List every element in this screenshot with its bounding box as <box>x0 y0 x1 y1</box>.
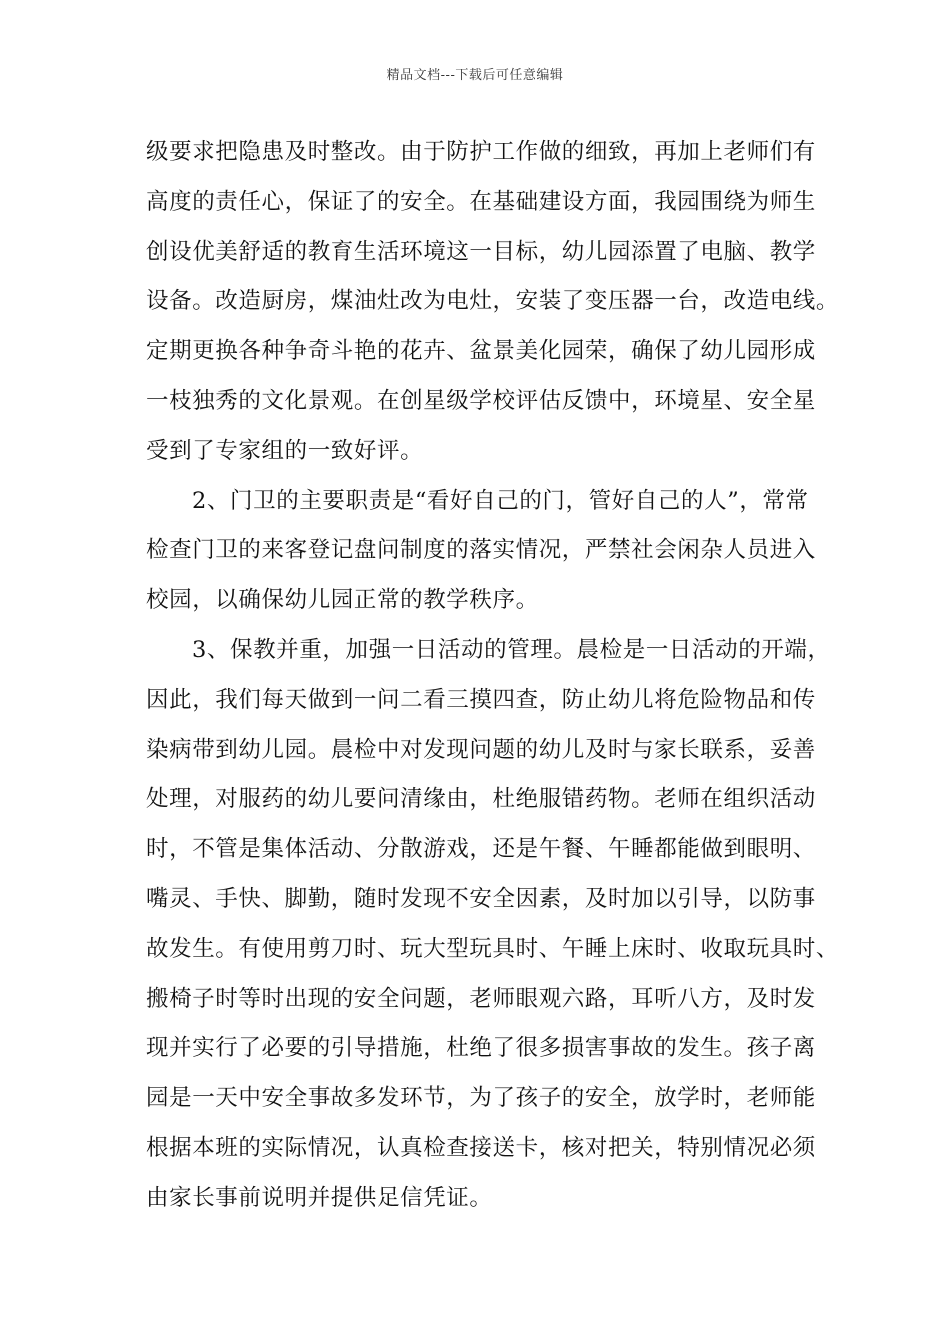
text-line: 校园，以确保幼儿园正常的教学秩序。 <box>146 587 539 614</box>
text-line: 定期更换各种争奇斗艳的花卉、盆景美化园荣，确保了幼儿园形成 <box>146 338 816 365</box>
text-line: 嘴灵、手快、脚勤，随时发现不安全因素，及时加以引导，以防事 <box>146 885 816 912</box>
text-line: 2、门卫的主要职责是“看好自己的门，管好自己的人”，常常 <box>192 487 809 514</box>
text-line: 根据本班的实际情况，认真检查接送卡，核对把关，特别情况必须 <box>146 1134 816 1161</box>
text-line: 现并实行了必要的引导措施，杜绝了很多损害事故的发生。孩子离 <box>146 1035 816 1062</box>
text-line: 设备。改造厨房，煤油灶改为电灶，安装了变压器一台，改造电线。 <box>146 288 840 315</box>
page-header: 精品文档---下载后可任意编辑 <box>386 68 564 83</box>
text-line: 由家长事前说明并提供足信凭证。 <box>146 1184 493 1211</box>
text-line: 处理，对服药的幼儿要问清缘由，杜绝服错药物。老师在组织活动 <box>146 786 816 813</box>
paragraph-3 <box>146 626 840 1224</box>
document-body <box>146 128 840 1224</box>
text-line: 检查门卫的来客登记盘问制度的落实情况，严禁社会闲杂人员进入 <box>146 537 816 564</box>
text-line: 染病带到幼儿园。晨检中对发现问题的幼儿及时与家长联系，妥善 <box>146 736 816 763</box>
text-line: 级要求把隐患及时整改。由于防护工作做的细致，再加上老师们有 <box>146 139 816 165</box>
text-line: 时，不管是集体活动、分散游戏，还是午餐、午睡都能做到眼明、 <box>146 836 816 863</box>
text-line: 搬椅子时等时出现的安全问题，老师眼观六路，耳听八方，及时发 <box>146 985 816 1012</box>
text-line: 受到了专家组的一致好评。 <box>146 437 424 464</box>
text-line: 高度的责任心，保证了的安全。在基础建设方面，我园围绕为师生 <box>146 188 816 215</box>
paragraph-2 <box>146 477 836 626</box>
text-line: 故发生。有使用剪刀时、玩大型玩具时、午睡上床时、收取玩具时、 <box>146 935 840 962</box>
paragraph-1 <box>146 128 840 477</box>
text-line: 一枝独秀的文化景观。在创星级学校评估反馈中，环境星、安全星 <box>146 387 816 414</box>
text-line: 创设优美舒适的教育生活环境这一目标，幼儿园添置了电脑、教学 <box>146 238 816 265</box>
text-line: 园是一天中安全事故多发环节，为了孩子的安全，放学时，老师能 <box>146 1085 816 1112</box>
text-line: 因此，我们每天做到一问二看三摸四查，防止幼儿将危险物品和传 <box>146 686 816 713</box>
text-line: 3、保教并重，加强一日活动的管理。晨检是一日活动的开端， <box>192 636 831 663</box>
